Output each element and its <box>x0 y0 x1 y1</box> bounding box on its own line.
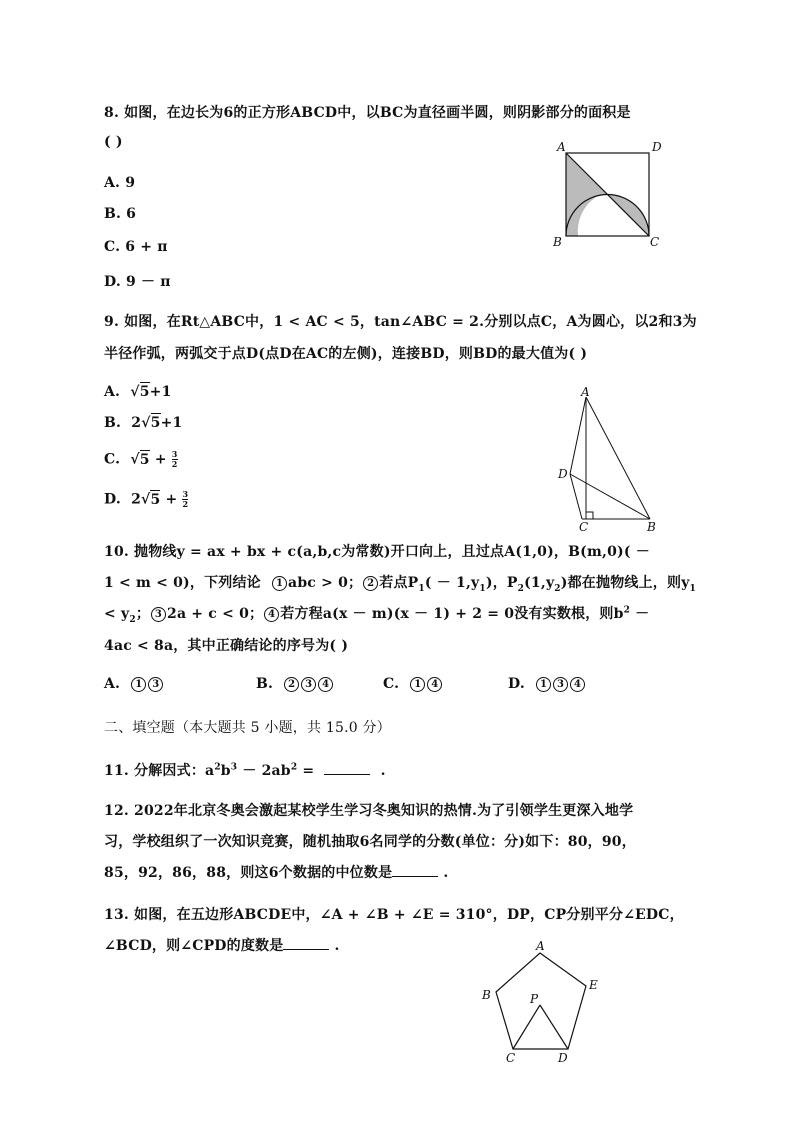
q13-line2: ∠BCD，则∠CPD的度数是 . <box>104 938 340 954</box>
q9-option-b: B. 2√5+1 <box>104 415 183 431</box>
q8-option-c: C. 6 + π <box>104 239 168 255</box>
q9-stem-line2: 半径作弧，两弧交于点D(点D在AC的左侧)，连接BD，则BD的最大值为( ) <box>104 346 588 362</box>
q11-answer-blank[interactable] <box>324 762 370 775</box>
q13-label-a: A <box>536 939 545 953</box>
q8-option-d: D. 9 － π <box>104 274 171 290</box>
q9-triangle-figure <box>552 385 667 535</box>
q8-square-figure <box>548 136 678 251</box>
q10-option-d: D. 1 3 4 <box>508 676 586 692</box>
q9-option-a: A. √5+1 <box>104 384 172 400</box>
q8-label-d: D <box>652 140 662 154</box>
q9-label-a: A <box>581 385 590 399</box>
q13-label-c: C <box>506 1051 516 1065</box>
q10-option-b: B. 2 3 4 <box>256 676 334 692</box>
q12-line3: 85，92，86，88，则这6个数据的中位数是 . <box>104 865 449 881</box>
q13-line1: 13. 如图，在五边形ABCDE中，∠A + ∠B + ∠E = 310°，DP，CP分别平分∠EDC， <box>104 907 684 923</box>
q12-answer-blank[interactable] <box>392 864 438 877</box>
q8-stem-line2: ( ) <box>104 134 123 150</box>
q8-label-b: B <box>553 235 562 249</box>
q10-line3: < $y_2$； 3 2a + c < 0； 4 若方程a(x － m)(x － 1) + 2 = 0没有实数根，则$b^2$ － <box>104 605 650 625</box>
section-heading-fill-in: 二、填空题（本大题共 5 小题，共 15.0 分） <box>104 720 391 736</box>
q8-label-a: A <box>557 140 566 154</box>
q8-label-c: C <box>650 235 660 249</box>
q10-line1: 10. 抛物线y = ax + bx + c(a,b,c为常数)开口向上，且过点A(1,0)，B(m,0)( － <box>104 544 650 560</box>
q13-label-e: E <box>589 978 598 992</box>
q8-option-a: A. 9 <box>104 175 136 191</box>
q9-label-b: B <box>647 520 656 534</box>
q10-line4: 4ac < 8a，其中正确结论的序号为( ) <box>104 638 349 654</box>
q8-stem-line1: 8. 如图，在边长为6的正方形ABCD中，以BC为直径画半圆，则阴影部分的面积是 <box>104 105 631 121</box>
q13-label-d: D <box>558 1051 568 1065</box>
q10-option-c: C. 1 4 <box>383 676 443 692</box>
q10-line2: 1 < m < 0)，下列结论 1 abc > 0； 2 若点$P_1( - 1,y_1)$，$P_2(1,y_2)$都在抛物线上，则$y_1$ <box>104 575 696 594</box>
q13-label-p: P <box>530 992 539 1006</box>
q13-label-b: B <box>482 988 491 1002</box>
q9-option-c: C. √5 + $\frac{3}{2}$ <box>104 449 178 469</box>
q9-label-c: C <box>579 520 589 534</box>
q10-option-a: A. 1 3 <box>104 676 164 692</box>
q12-line2: 习，学校组织了一次知识竞赛，随机抽取6名同学的分数(单位：分)如下：80，90， <box>104 834 636 850</box>
q11-stem: 11. 分解因式：$a^2b^3 - 2ab^2$ = . <box>104 762 386 779</box>
q13-pentagon-figure <box>478 935 608 1070</box>
q9-option-d: D. 2√5 + $\frac{3}{2}$ <box>104 489 189 509</box>
q9-label-d: D <box>558 467 568 481</box>
q13-answer-blank[interactable] <box>283 937 329 950</box>
q8-option-b: B. 6 <box>104 206 137 222</box>
q12-line1: 12. 2022年北京冬奥会激起某校学生学习冬奥知识的热情.为了引领学生更深入地学 <box>104 803 634 819</box>
q9-stem-line1: 9. 如图，在Rt△ABC中，1 < AC < 5，tan∠ABC = 2.分别以点C，A为圆心，以2和3为 <box>104 314 697 330</box>
